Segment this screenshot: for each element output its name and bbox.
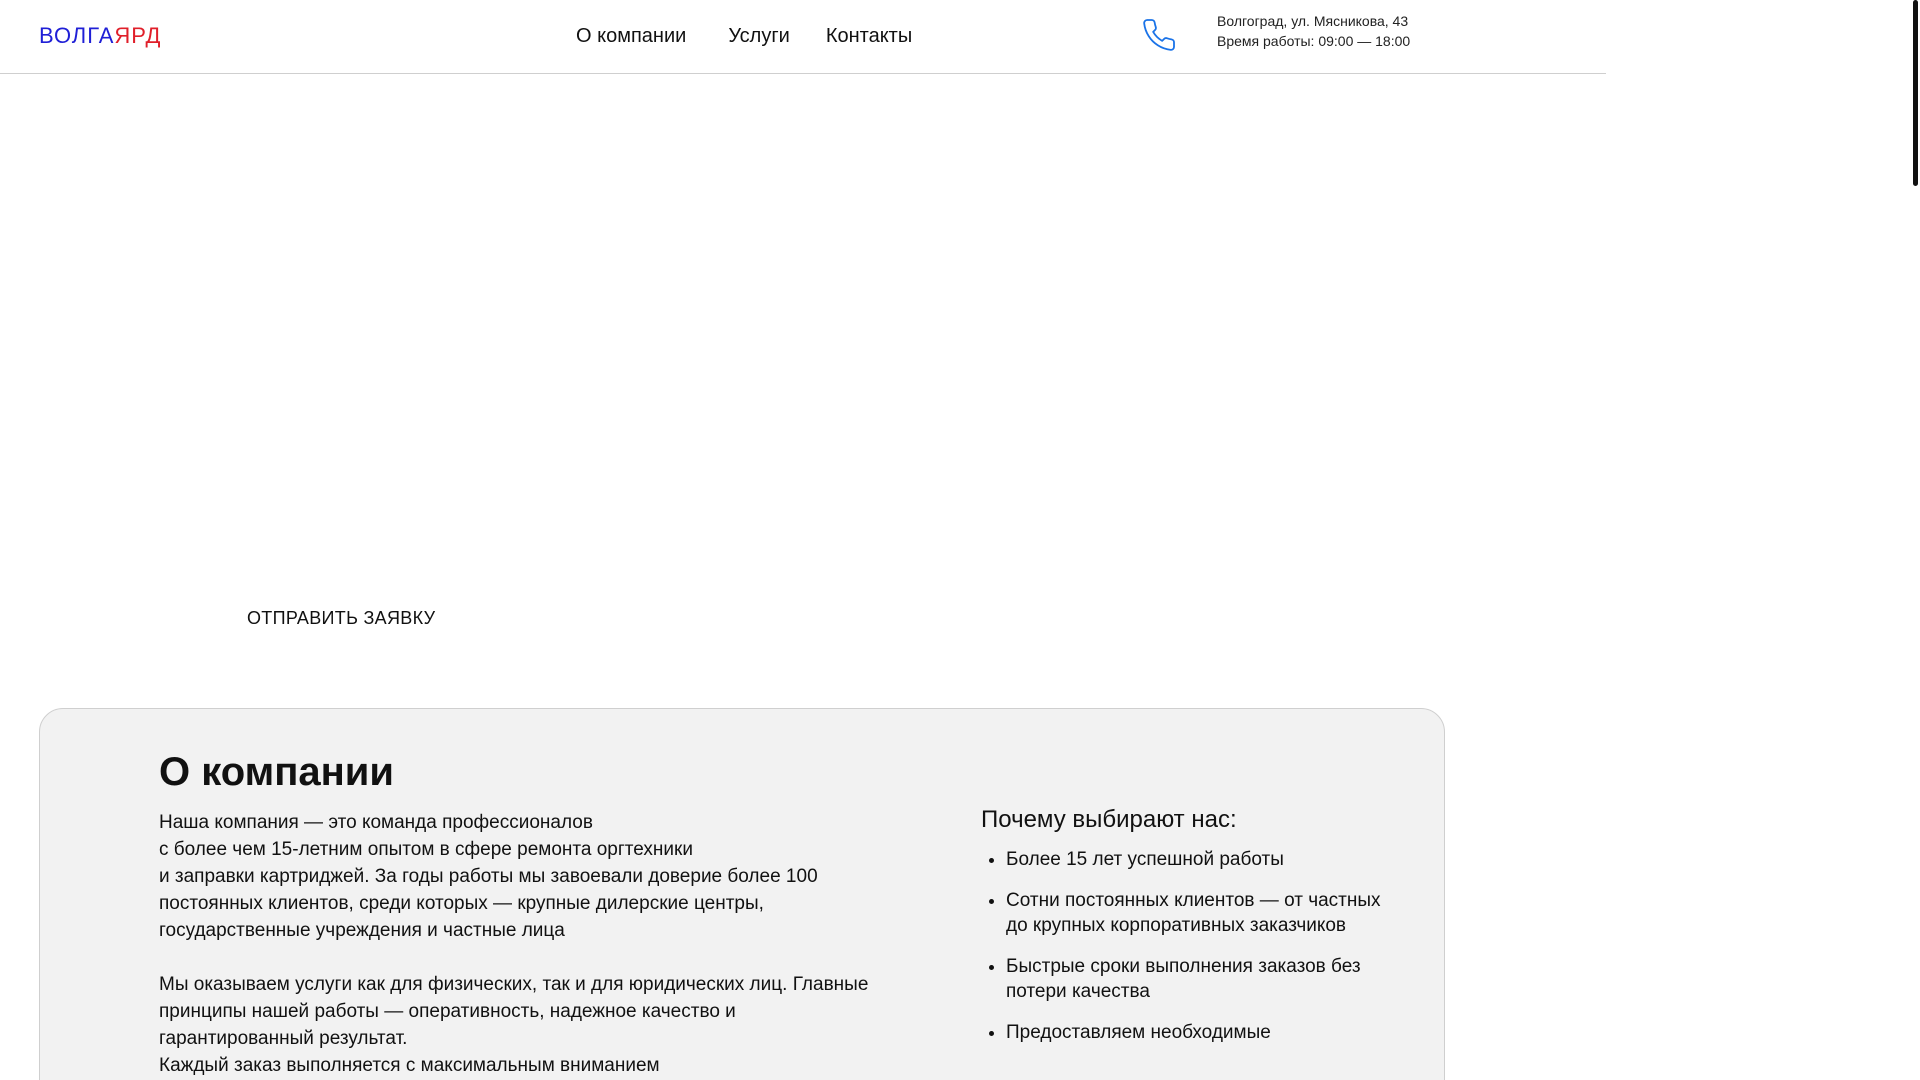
phone-icon[interactable] <box>1141 17 1177 53</box>
contact-info <box>1217 11 1410 51</box>
send-request-button[interactable]: ОТПРАВИТЬ ЗАЯВКУ <box>247 608 436 628</box>
list-item: • Быстрые сроки выполнения заказов без потери качества <box>1006 954 1381 1005</box>
list-item: • Более 15 лет успешной работы <box>1006 847 1381 873</box>
list-item: • Сотни постоянных клиентов — от частных до крупных корпоративных заказчиков <box>1006 888 1381 939</box>
nav-item-services[interactable]: Услуги <box>728 25 790 47</box>
site-header <box>0 0 1606 74</box>
logo-part-yard: ЯРД <box>114 23 162 48</box>
list-item: • Предоставляем необходимые <box>1006 1020 1381 1046</box>
about-paragraph-1: Наша компания — это команда профессионалов с более чем 15-летним опытом в сфере ремонта оргтехники и заправки картриджей. За годы работы мы завоевали доверие более 100 постоянных клиентов, среди которых — крупные дилерские центры, государственные учреждения и частные лица <box>159 812 818 941</box>
why-us <box>981 805 1381 1060</box>
about-section <box>39 708 1445 1080</box>
scrollbar-thumb[interactable] <box>1913 0 1918 186</box>
about-title: О компании <box>159 750 394 794</box>
why-us-list <box>981 847 1381 1045</box>
address: Волгоград, ул. Мясникова, 43 <box>1217 13 1409 29</box>
page-scrollbar[interactable] <box>1910 0 1920 1080</box>
why-us-title: Почему выбирают нас: <box>981 806 1237 833</box>
logo-part-volga: ВОЛГА <box>39 23 115 48</box>
about-paragraph-2: Мы оказываем услуги как для физических, так и для юридических лиц. Главные принципы нашей работы — оперативность, надежное качество и гарантированный результат. Каждый заказ выполняется с максимальным вниманием <box>159 974 869 1076</box>
nav-item-contacts[interactable]: Контакты <box>825 25 913 47</box>
main-nav <box>576 24 912 48</box>
working-hours: Время работы: 09:00 — 18:00 <box>1217 33 1411 49</box>
logo[interactable] <box>39 24 161 48</box>
about-text <box>159 809 879 1080</box>
nav-item-about[interactable]: О компании <box>576 25 687 47</box>
